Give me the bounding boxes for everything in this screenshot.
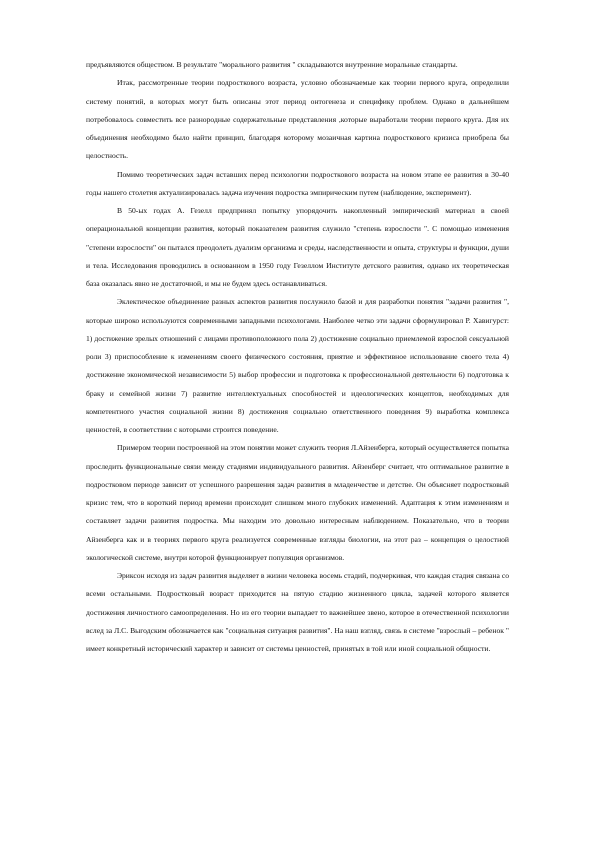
paragraph-erikson: Эриксон исходя из задач развития выделяет в жизни человека восемь стадий, подчеркивая, что каждая стадия связана со всеми остальными. Подростковый возраст приходится на пятую стадию жизненного цикла, задачей которого является достижения личностного самоопределения. Но из его теории выпадает то важнейшее звено, которое в отечественной психологии вслед за Л.С. Выгодским обозначается как "социальная ситуация развития". На наш взгляд, связь в системе "взрослый – ребенок " имеет конкретный исторический характер и зависит от системы ценностей, принятых в той или иной социальной общности.: [86, 571, 509, 653]
paragraph-gesell: В 50-ых годах А. Гезелл предпринял попытку упорядочить накопленный эмпирический материал в своей операциональной концепции развития, который показателем развития служило "степень взрослости ". С помощью изменения "степени взрослости" он пытался преодолеть дуализм организма и среды, наследственности и опыта, структуры и функции, души и тела. Исследования проводились в основанном в 1950 году Гезеллом Институте детского развития, однако их теоретическая база оказалась явно не достаточной, и мы не будем здесь останавливаться.: [86, 206, 509, 288]
paragraph-first-circle-theories: Итак, рассмотренные теории подросткового возраста, условно обозначаемые как теории первого круга, определили систему понятий, в которых могут быть описаны этот период онтогенеза и специфику проблем. Однако в дальнейшем потребовалось совместить все разнородные содержательные представления ,которые выработали теории первого круга. Для их объединения необходимо было найти принцип, благодаря которому мозаичная картина подросткового кризиса приобрела бы целостность.: [86, 78, 509, 161]
body-text: [86, 56, 509, 658]
paragraph-empirical-study: Помимо теоретических задач вставших перед психологии подросткового возраста на новом этапе ее развития в 30-40 годы нашего столетия актуализировалась задача изучения подростка эмпирическим путем (наблюдение, эксперимент).: [86, 169, 509, 197]
paragraph-moral-development: предъявляются обществом. В результате "морального развития " складываются внутренние моральные стандарты.: [86, 60, 458, 69]
paragraph-developmental-tasks: Эклектическое объединение разных аспектов развития послужило базой и для разработки понятия "задачи развития ", которые широко используются современными западными психологами. Наиболее четко эти задачи сформулировал Р. Хавигурст: 1) достижение зрелых отношений с лицами противоположного пола 2) достижение социально приемлемой взрослой сексуальной роли 3) приспособление к изменениям своего физического состояния, приятие и эффективное использование своего тела 4) достижение экономической независимости 5) выбор профессии и подготовка к профессиональной деятельности 6) подготовка к браку и семейной жизни 7) развитие интеллектуальных способностей и идеологических концептов, необходимых для компетентного участия социальной жизни 8) достижения социально ответственного поведения 9) выработка комплекса ценностей, в соответствии с которыми строится поведение.: [86, 297, 509, 434]
paragraph-eisenberg: Примером теории построенной на этом понятии может служить теория Л.Айзенберга, который осуществляется попытка проследить функциональные связи между стадиями индивидуального развития. Айзенберг считает, что оптимальное развитие в подростковом периоде зависит от успешного разрешения задач развития в младенчестве и детстве. Он объясняет подростковый кризис тем, что в короткий период времени происходит слишком много глубоких изменений. Адаптация к этим изменениям и составляет задачи развития подростка. Мы находим это довольно интересным наблюдением. Показательно, что в теории Айзенберга как и в теориях первого круга реализуется современные взгляды биологии, на этот раз – концепция о целостной экологической системе, внутри которой функционирует популяция организмов.: [86, 443, 509, 562]
